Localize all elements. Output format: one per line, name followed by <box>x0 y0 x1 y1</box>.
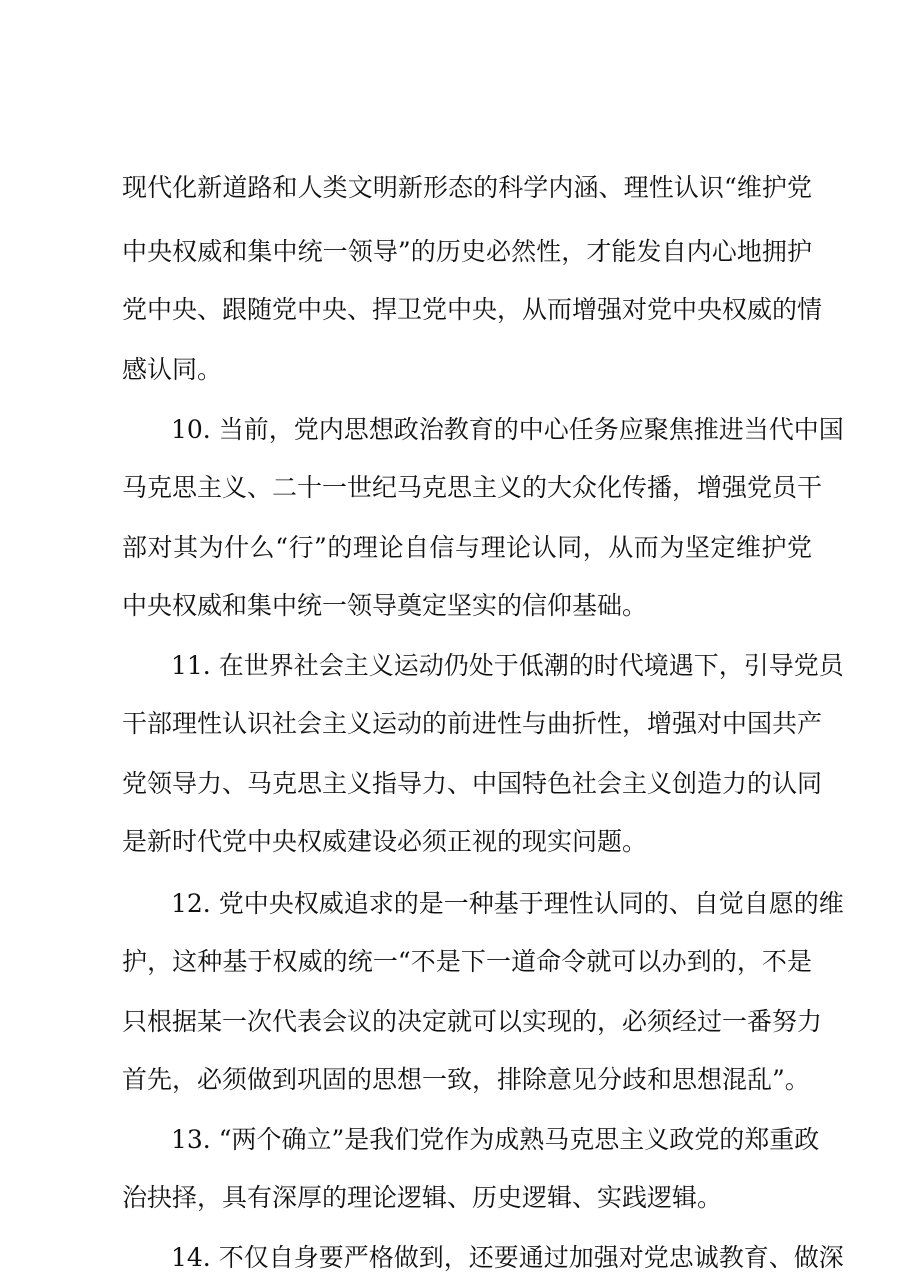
paragraph-start-11: 11. 在世界社会主义运动仍处于低潮的时代境遇下，引导党员 <box>171 651 844 680</box>
text-line: 是新时代党中央权威建设必须正视的现实问题。 <box>122 827 648 856</box>
text-line: 党中央、跟随党中央、捍卫党中央，从而增强对党中央权威的情 <box>122 295 823 324</box>
text-line: 护，这种基于权威的统一“不是下一道命令就可以办到的，不是 <box>122 947 812 976</box>
paragraph-start-14: 14. 不仅自身要严格做到，还要通过加强对党忠诚教育、做深 <box>171 1243 844 1272</box>
text-line: 部对其为什么“行”的理论自信与理论认同，从而为坚定维护党 <box>122 533 812 562</box>
text-line: 干部理性认识社会主义运动的前进性与曲折性，增强对中国共产 <box>122 709 823 738</box>
text-line: 现代化新道路和人类文明新形态的科学内涵、理性认识“维护党 <box>122 173 812 202</box>
text-line: 中央权威和集中统一领导奠定坚实的信仰基础。 <box>122 591 648 620</box>
text-line: 党领导力、马克思主义指导力、中国特色社会主义创造力的认同 <box>122 769 823 798</box>
paragraph-start-10: 10. 当前，党内思想政治教育的中心任务应聚焦推进当代中国 <box>171 415 844 444</box>
paragraph-start-12: 12. 党中央权威追求的是一种基于理性认同的、自觉自愿的维 <box>171 889 844 918</box>
text-line: 首先，必须做到巩固的思想一致，排除意见分歧和思想混乱”。 <box>122 1065 810 1094</box>
text-line: 只根据某一次代表会议的决定就可以实现的，必须经过一番努力 <box>122 1007 823 1036</box>
text-line: 马克思主义、二十一世纪马克思主义的大众化传播，增强党员干 <box>122 473 823 502</box>
text-line: 治抉择，具有深厚的理论逻辑、历史逻辑、实践逻辑。 <box>122 1183 723 1212</box>
paragraph-start-13: 13. “两个确立”是我们党作为成熟马克思主义政党的郑重政 <box>171 1125 820 1154</box>
text-line: 感认同。 <box>122 355 223 384</box>
text-line: 中央权威和集中统一领导”的历史必然性，才能发自内心地拥护 <box>122 237 812 266</box>
